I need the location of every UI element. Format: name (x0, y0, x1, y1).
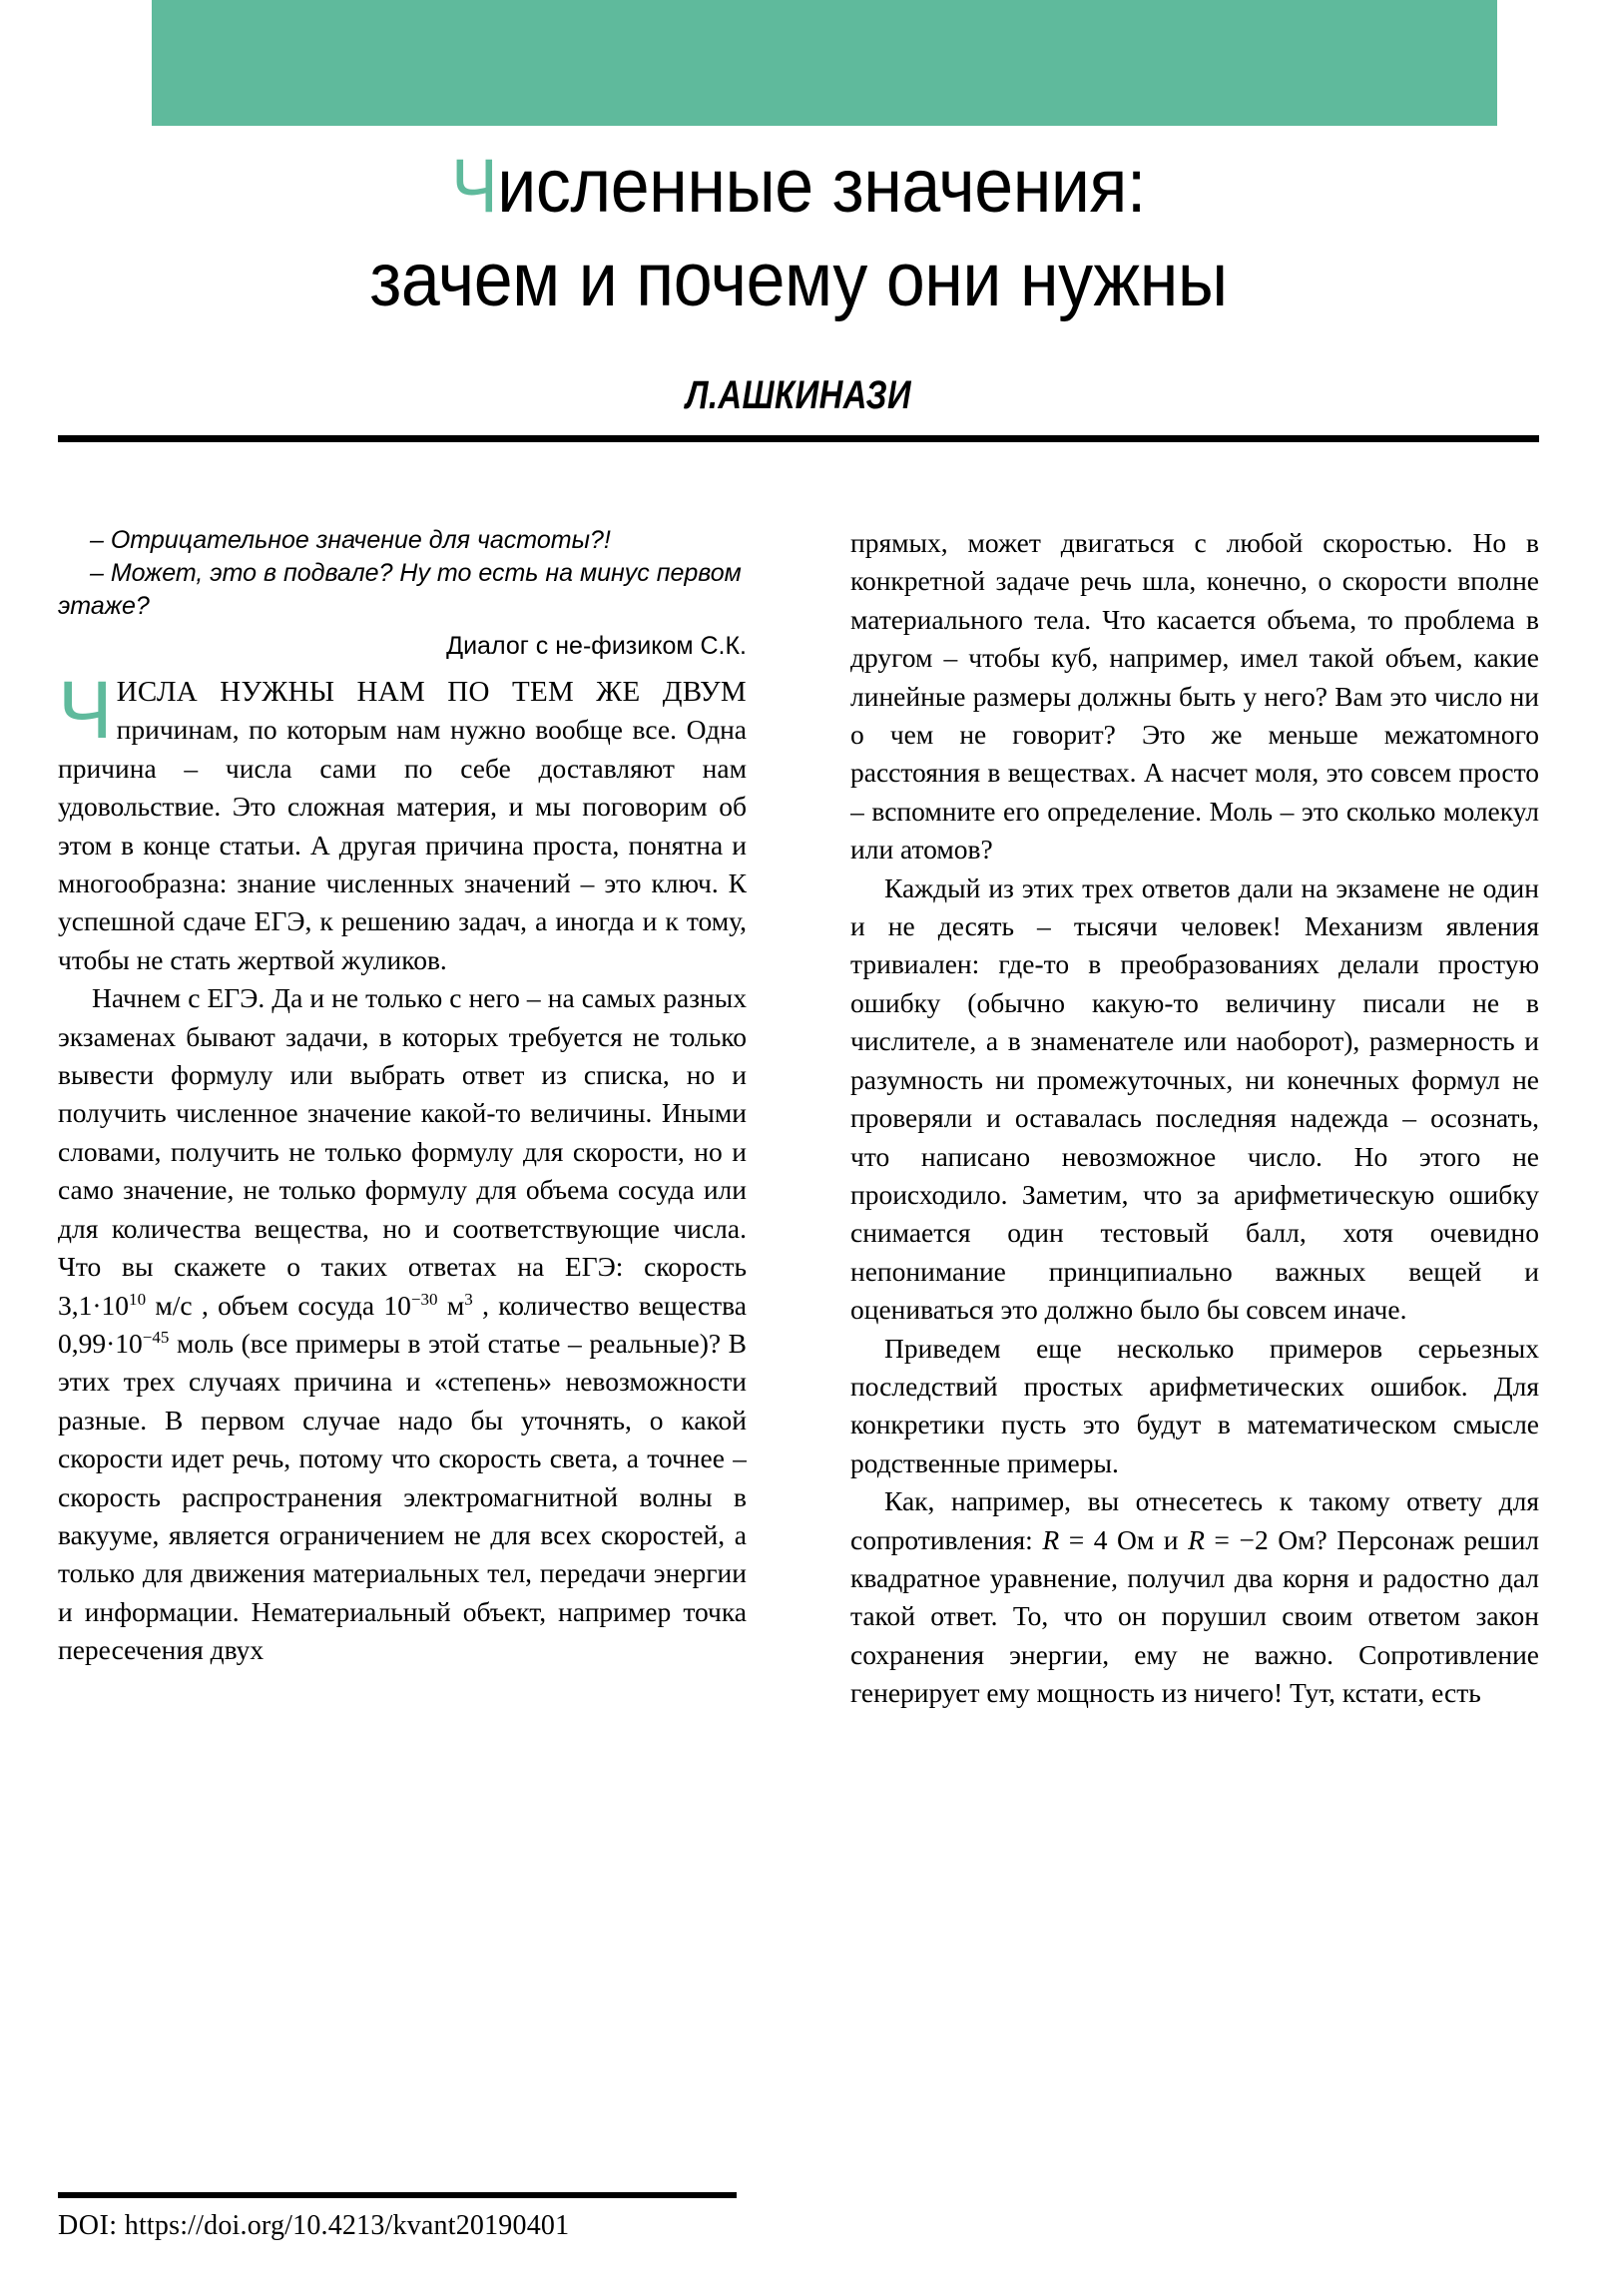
epigraph-line-2: – Может, это в подвале? Ну то есть на минус первом этаже? (58, 559, 742, 620)
doi-line (58, 2208, 569, 2244)
epigraph (58, 524, 747, 669)
math-amount-unit: моль (169, 1327, 235, 1359)
math-resistance-negative-var: R (1188, 1523, 1205, 1555)
ege-mid-1: , объем сосуда (192, 1289, 384, 1321)
author-name: Л.АШКИНАЗИ (685, 373, 912, 417)
right-column (850, 524, 1539, 2291)
title-line-1 (128, 126, 1468, 234)
body-dropcap-letter: Ч (58, 665, 113, 756)
lead-smallcaps: ИСЛА НУЖНЫ НАМ ПО ТЕМ ЖЕ ДВУМ (116, 676, 747, 708)
math-resistance-negative-value: = −2 Ом (1204, 1523, 1316, 1555)
math-speed (58, 1290, 193, 1321)
math-amount-exponent: −45 (142, 1327, 170, 1347)
math-volume-unit-exponent: 3 (464, 1289, 473, 1309)
paragraph-resistance (850, 1482, 1539, 1712)
math-amount (58, 1328, 234, 1359)
ege-text-before-math: Начнем с ЕГЭ. Да и не только с него – на самых разных экзаменах бывают задачи, в которых требуется не только вывести формулу или выбрать ответ из списка, но и получить численное значение какой-то величины. Иными словами, получить не только формулу для скорости, но и само значение, не только формулу для объема сосуда или для количества вещества, но и соответствующие числа. Что вы скажете о таких ответах на ЕГЭ: скорость (58, 982, 747, 1283)
math-resistance-negative (1188, 1524, 1315, 1555)
math-speed-unit: м/с (146, 1289, 193, 1321)
title-line-1-rest: исленные значения: (497, 144, 1146, 229)
math-resistance-positive-value: = 4 Ом (1059, 1523, 1155, 1555)
title-line-2: зачем и почему они нужны (369, 238, 1228, 322)
math-resistance-positive (1042, 1524, 1154, 1555)
resistance-text-before-math: Как, например, вы отнесетесь к такому ответу для сопротивления: (850, 1485, 1539, 1555)
paragraph-more-examples: Приведем еще несколько примеров серьезных последствий простых арифметических ошибок. Для конкретики пусть это будут в математическом смысле родственные примеры. (850, 1332, 1539, 1478)
math-resistance-positive-var: R (1042, 1523, 1060, 1555)
paragraph-exam-answers: Каждый из этих трех ответов дали на экзамене не один и не десять – тысячи человек! Механизм явления тривиален: где-то в преобразованиях делали простую ошибку (обычно какую-то величину писали не в числителе, а в знаменателе или наоборот), размерность и разумность ни промежуточных, ни конечных формул не проверяли и оставалась последняя надежда – осознать, что написано невозможное число. Но этого не происходило. Заметим, что за арифметическую ошибку снимается один тестовый балл, хотя очевидно непонимание принципиально важных вещей и оцениваться это должно было бы совсем иначе. (850, 871, 1539, 1326)
resistance-text-after-math: ? Персонаж решил квадратное уравнение, получил два корня и радостно дал такой ответ. То, что он порушил своим ответом закон сохранения энергии, ему не важно. Сопротивление генерирует ему мощность из ничего! Тут, кстати, есть (850, 1523, 1539, 1709)
math-volume-base: 10 (383, 1289, 411, 1321)
paragraph-lead (58, 665, 747, 979)
ege-text-after-math: (все примеры в этой статье – реальные)? В этих трех случаях причина и «степень» невозможности разные. В первом случае надо бы уточнять, о какой скорости идет речь, потому что скорость света, а точнее – скорость распространения электромагнитной волны в вакууме, является ограничением не для всех скоростей, а только для движения материальных тел, передачи энергии и информации. Нематериальный объект, например точка пересечения двух (58, 1327, 747, 1666)
title-dropcap-letter: Ч (451, 144, 498, 229)
math-volume-exponent: −30 (410, 1289, 438, 1309)
math-speed-exponent: 10 (129, 1289, 147, 1309)
resistance-mid: и (1154, 1523, 1189, 1555)
doi-value[interactable]: https://doi.org/10.4213/kvant20190401 (124, 2210, 570, 2241)
ege-mid-2: , количество вещества (472, 1289, 747, 1321)
header-green-band (152, 0, 1497, 126)
paragraph-ege (58, 979, 747, 1669)
left-column (58, 524, 747, 2171)
math-volume (383, 1290, 472, 1321)
footer-divider (58, 2192, 737, 2198)
header-divider (58, 435, 1539, 442)
lead-body-text: причинам, по которым нам нужно вообще все. Одна причина – числа сами по себе доставляют нам удовольствие. Это сложная материя, и мы поговорим об этом в конце статьи. А другая причина проста, понятна и многообразна: знание численных значений – это ключ. К успешной сдаче ЕГЭ, к решению задач, а иногда и к тому, чтобы не стать жертвой жуликов. (58, 714, 747, 975)
paragraph-straight-lines: прямых, может двигаться с любой скоростью. Но в конкретной задаче речь шла, конечно, о скорости вполне материального тела. Что касается объема, то проблема в другом – чтобы куб, например, имел такой объем, какие линейные размеры должны быть у него? Вам это число ни о чем не говорит? Это же меньше межатомного расстояния в веществах. А насчет моля, это совсем просто – вспомните его определение. Моль – это сколько молекул или атомов? (850, 527, 1539, 865)
page-title (70, 126, 1527, 327)
epigraph-source: Диалог с не-физиком С.К. (446, 632, 747, 660)
math-speed-mantissa: 3,1·10 (58, 1289, 130, 1321)
math-volume-unit: м (437, 1289, 465, 1321)
doi-label: DOI: (58, 2210, 118, 2241)
math-amount-mantissa: 0,99·10 (58, 1327, 143, 1359)
epigraph-line-1: – Отрицательное значение для частоты?! (90, 526, 611, 554)
